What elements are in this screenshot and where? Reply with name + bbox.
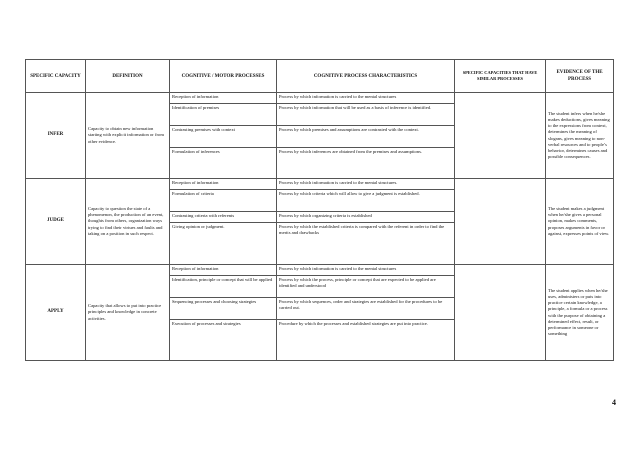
capacity-cell: JUDGE [26,179,86,265]
process-cell: Formulation of criteria [170,190,277,212]
characteristic-cell: Process by which information is carried to the mental structures [277,93,455,104]
header-similar-capacities: SPECIFIC CAPACITIES THAT HAVE SIMILAR PROCESSES [455,60,546,93]
characteristic-cell: Process by which information is carried to the mental structures [277,265,455,276]
header-capacity: SPECIFIC CAPACITY [26,60,86,93]
process-cell: Execution of processes and strategies [170,320,277,361]
definition-cell: Capacity to obtain new information starting with explicit information or from other evidence. [86,93,170,179]
characteristic-cell: Process by which the established criteria is compared with the referent in order to find the merits and drawbacks [277,223,455,265]
table-row [26,179,614,190]
similar-capacities-cell [455,93,546,179]
process-cell: Reception of information [170,93,277,104]
characteristic-cell: Process by which sequences, order and strategies are established for the procedures to be carried out. [277,298,455,320]
process-cell: Identification of premises [170,104,277,126]
characteristic-cell: Process by which criteria which will allow to give a judgment is established. [277,190,455,212]
process-cell: Formulation of inferences [170,148,277,179]
characteristic-cell: Process by which inferences are obtained from the premises and assumptions. [277,148,455,179]
process-cell: Reception of information [170,179,277,190]
evidence-cell: The student applies when he/she uses, administers or puts into practice certain knowledge, a principle, a formula or a process with the purpose of obtaining a determined effect, result, or performance in someone or something [546,265,614,361]
characteristic-cell: Process by which the process, principle or concept that are expected to be applied are identified and understood [277,276,455,298]
characteristic-cell: Process by which premises and assumptions are contrasted with the context. [277,126,455,148]
similar-capacities-cell [455,179,546,265]
capacity-cell: INFER [26,93,86,179]
process-cell: Identification, principle or concept that will be applied [170,276,277,298]
capacities-table [25,59,614,361]
table-row [26,93,614,104]
header-row [26,60,614,93]
process-cell: Reception of information [170,265,277,276]
characteristic-cell: Process by which information that will be used as a basis of inference is identified. [277,104,455,126]
evidence-cell: The student makes a judgment when he/she gives a personal opinion, makes comments, proposes arguments in favor or against, expresses points of view. [546,179,614,265]
evidence-cell: The student infers when he/she makes deductions, gives meaning to the expressions from context, determines the meaning of slogans, gives meaning to non-verbal resources and to people’s behavior, determines causes and possible consequences. [546,93,614,179]
page-number: 4 [612,398,616,407]
header-evidence: EVIDENCE OF THE PROCESS [546,60,614,93]
table-row [26,265,614,276]
header-characteristics: COGNITIVE PROCESS CHARACTERISTICS [277,60,455,93]
characteristic-cell: Process by which organizing criteria is established [277,212,455,223]
process-cell: Sequencing processes and choosing strategies [170,298,277,320]
characteristic-cell: Process by which information is carried to the mental structures. [277,179,455,190]
header-processes: COGNITIVE / MOTOR PROCESSES [170,60,277,93]
header-definition: DEFINITION [86,60,170,93]
similar-capacities-cell [455,265,546,361]
process-cell: Giving opinion or judgment. [170,223,277,265]
process-cell: Contrasting premises with context [170,126,277,148]
characteristic-cell: Procedure by which the processes and established strategies are put into practice. [277,320,455,361]
definition-cell: Capacity that allows to put into practice principles and knowledge in concrete activities. [86,265,170,361]
process-cell: Contrasting criteria with referents [170,212,277,223]
capacity-cell: APPLY [26,265,86,361]
definition-cell: Capacity to question the state of a phenomenon, the production of an event, thoughts from others, organization ways trying to find their virtues and faults and taking on a position in such respect. [86,179,170,265]
